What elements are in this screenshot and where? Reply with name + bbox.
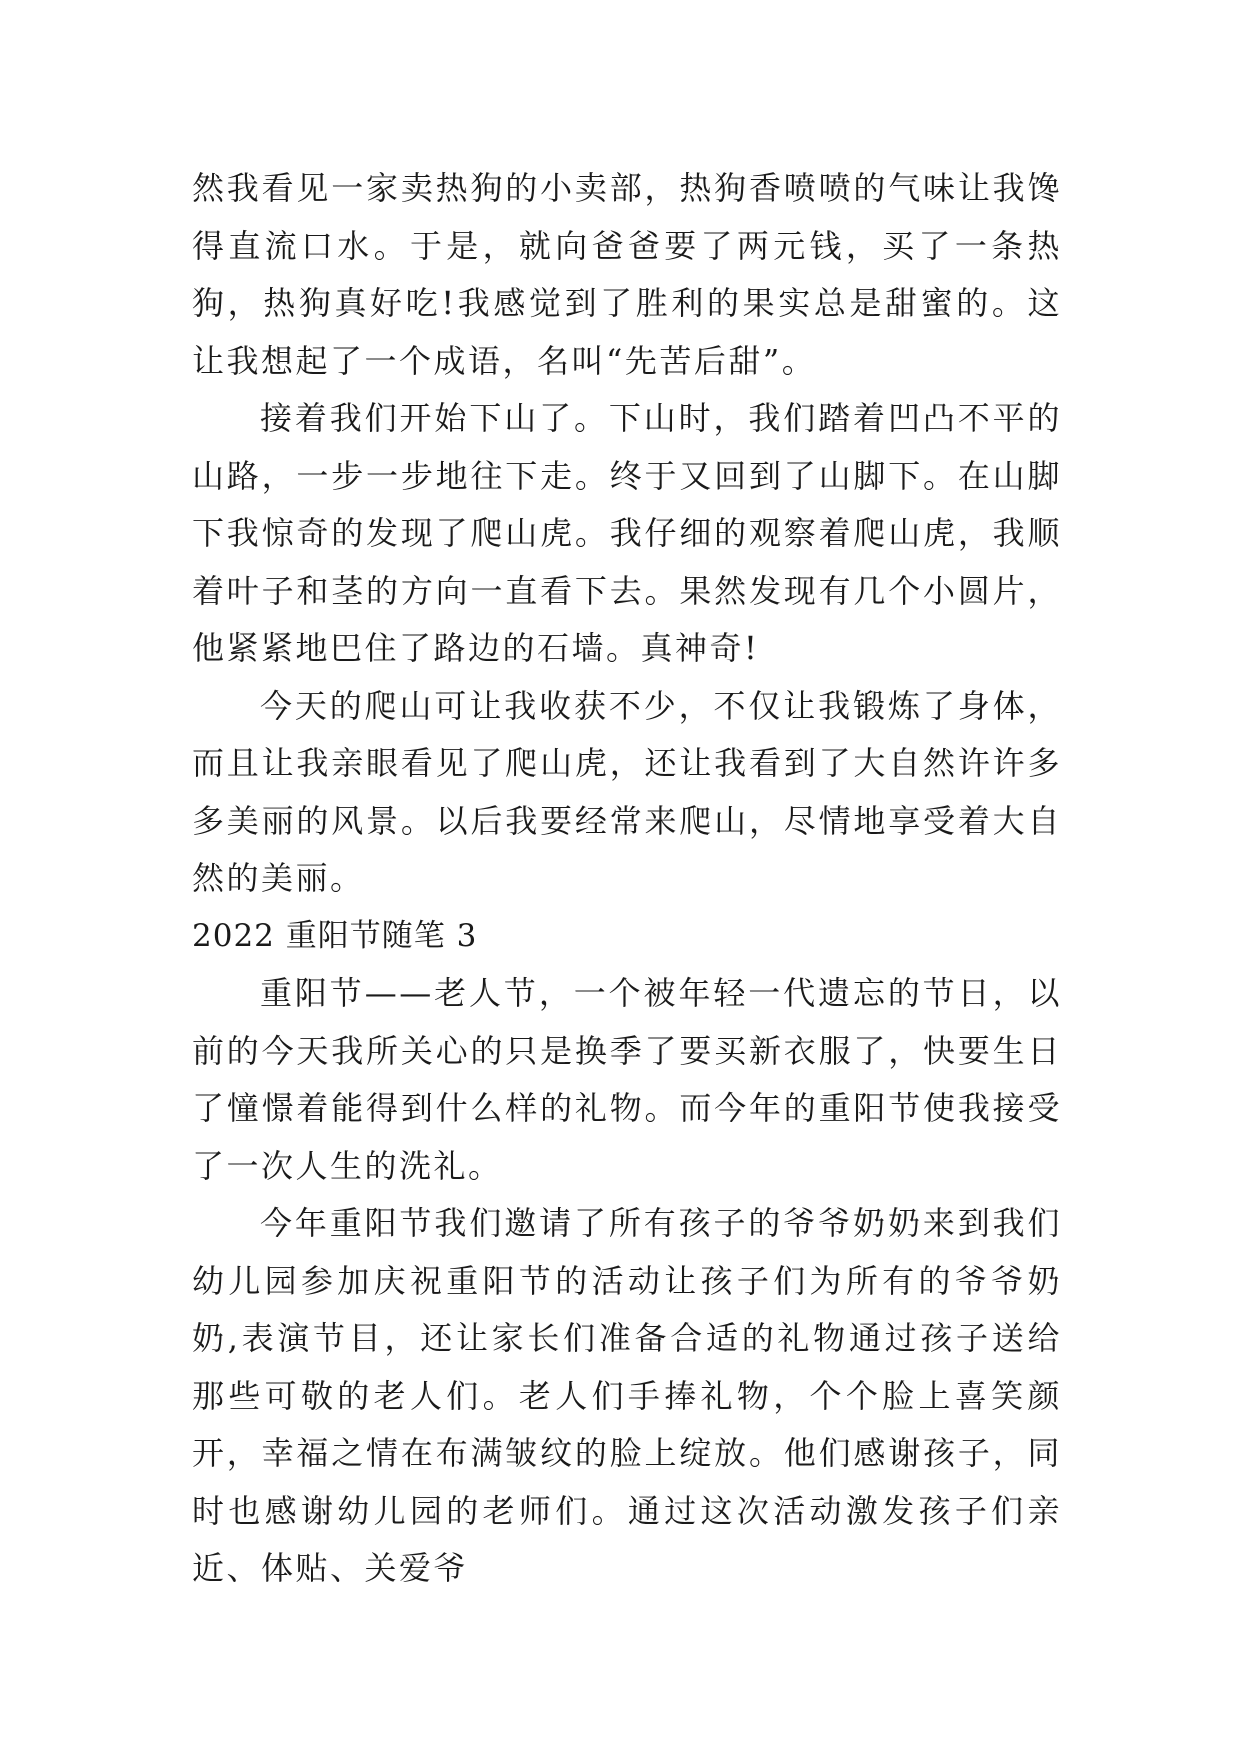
document-body xyxy=(192,160,1062,1598)
paragraph-continuation: 然我看见一家卖热狗的小卖部，热狗香喷喷的气味让我馋得直流口水。于是，就向爸爸要了两元钱，买了一条热狗，热狗真好吃!我感觉到了胜利的果实总是甜蜜的。这让我想起了一个成语，名叫“先苦后甜”。 xyxy=(192,169,1062,380)
paragraph-intro: 重阳节——老人节，一个被年轻一代遗忘的节日，以前的今天我所关心的只是换季了要买新衣服了，快要生日了憧憬着能得到什么样的礼物。而今年的重阳节使我接受了一次人生的洗礼。 xyxy=(192,974,1062,1185)
paragraph-summary: 今天的爬山可让我收获不少，不仅让我锻炼了身体，而且让我亲眼看见了爬山虎，还让我看到了大自然许许多多美丽的风景。以后我要经常来爬山，尽情地享受着大自然的美丽。 xyxy=(192,686,1062,897)
paragraph-descending: 接着我们开始下山了。下山时，我们踏着凹凸不平的山路，一步一步地往下走。终于又回到了山脚下。在山脚下我惊奇的发现了爬山虎。我仔细的观察着爬山虎，我顺着叶子和茎的方向一直看下去。果然发现有几个小圆片，他紧紧地巴住了路边的石墙。真神奇! xyxy=(192,399,1062,667)
section-title: 2022 重阳节随笔 3 xyxy=(192,917,478,954)
paragraph-activity: 今年重阳节我们邀请了所有孩子的爷爷奶奶来到我们幼儿园参加庆祝重阳节的活动让孩子们为所有的爷爷奶奶,表演节目，还让家长们准备合适的礼物通过孩子送给那些可敬的老人们。老人们手捧礼物，个个脸上喜笑颜开，幸福之情在布满皱纹的脸上绽放。他们感谢孩子，同时也感谢幼儿园的老师们。通过这次活动激发孩子们亲近、体贴、关爱爷 xyxy=(192,1204,1062,1587)
